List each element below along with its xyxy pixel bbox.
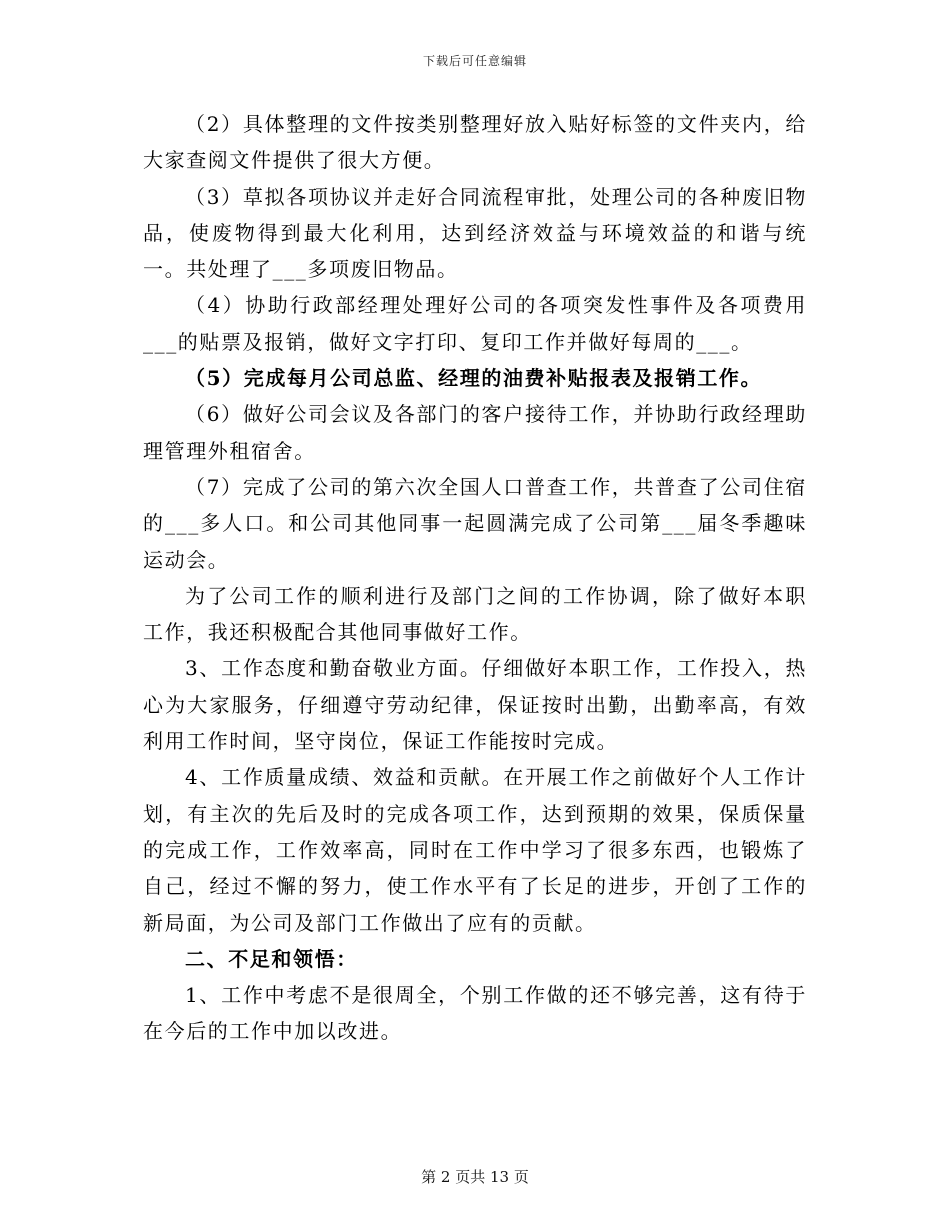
- page-footer: 第 2 页共 13 页: [421, 1168, 529, 1186]
- paragraph-item-6: （6）做好公司会议及各部门的客户接待工作，并协助行政经理助理管理外租宿舍。: [143, 402, 807, 463]
- page-header: 下载后可任意编辑: [422, 54, 527, 68]
- paragraph-coordination: 为了公司工作的顺利进行及部门之间的工作协调，除了做好本职工作，我还积极配合其他同事做好工作。: [143, 583, 807, 645]
- paragraph-item-4: （4）协助行政部经理处理好公司的各项突发性事件及各项费用___的贴票及报销，做好文字打印、复印工作并做好每周的___。: [143, 293, 807, 354]
- section-heading-shortcomings: 二、不足和领悟：: [185, 946, 358, 971]
- paragraph-shortcoming-1: 1、工作中考虑不是很周全，个别工作做的还不够完善，这有待于在今后的工作中加以改进。: [143, 983, 807, 1044]
- paragraph-section-4: 4、工作质量成绩、效益和贡献。在开展工作之前做好个人工作计划，有主次的先后及时的完成各项工作，达到预期的效果，保质保量的完成工作，工作效率高，同时在工作中学习了很多东西，也锻炼了自己，经过不懈的努力，使工作水平有了长足的进步，开创了工作的新局面，为公司及部门工作做出了应有的贡献。: [143, 765, 807, 935]
- paragraph-item-3: （3）草拟各项协议并走好合同流程审批，处理公司的各种废旧物品，使废物得到最大化利用，达到经济效益与环境效益的和谐与统一。共处理了___多项废旧物品。: [143, 184, 807, 282]
- paragraph-item-7: （7）完成了公司的第六次全国人口普查工作，共普查了公司住宿的___多人口。和公司其他同事一起圆满完成了公司第___届冬季趣味运动会。: [143, 474, 807, 572]
- paragraph-section-3: 3、工作态度和勤奋敬业方面。仔细做好本职工作，工作投入，热心为大家服务，仔细遵守劳动纪律，保证按时出勤，出勤率高，有效利用工作时间，坚守岗位，保证工作能按时完成。: [143, 656, 807, 754]
- paragraph-item-2: （2）具体整理的文件按类别整理好放入贴好标签的文件夹内，给大家查阅文件提供了很大方便。: [143, 112, 807, 173]
- paragraph-item-5: （5）完成每月公司总监、经理的油费补贴报表及报销工作。: [185, 366, 763, 391]
- document-body: [143, 106, 807, 1050]
